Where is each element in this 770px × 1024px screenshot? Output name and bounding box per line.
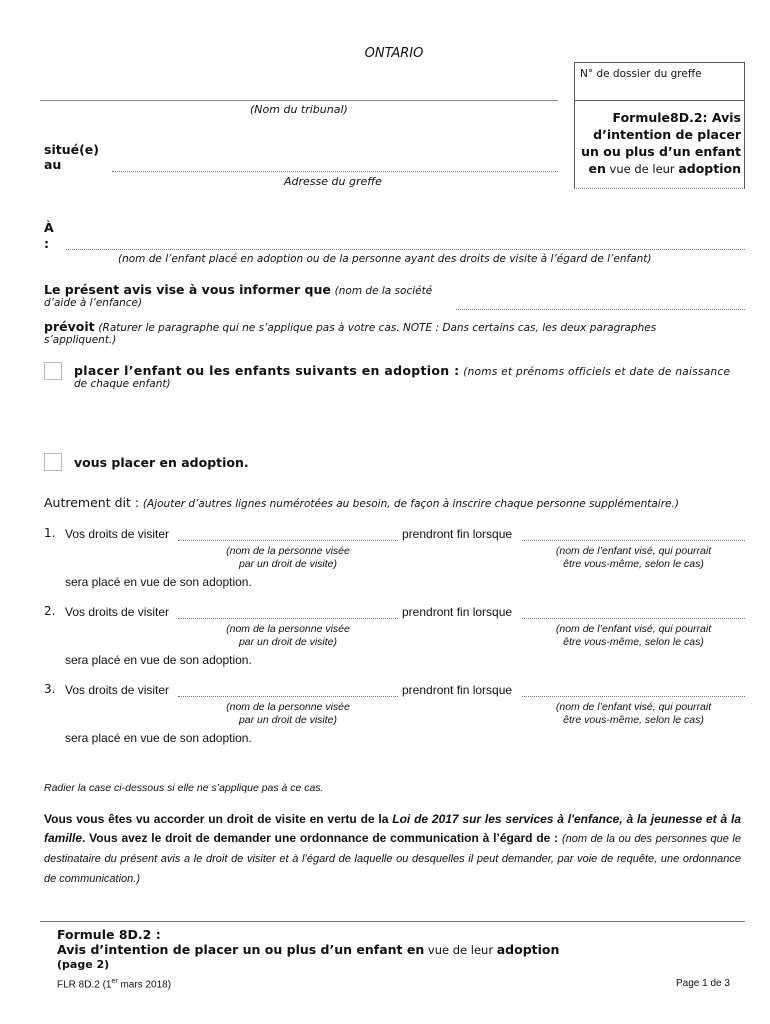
court-address-hint: Adresse du greffe [284,175,382,188]
row-3-text-a: Vos droits de visiter [65,683,170,697]
otherwise-line [44,495,679,510]
row-1-hint-person-2: par un droit de visite) [238,558,338,570]
notice-intro-hint-1: (nom de la société [334,285,433,297]
row-2-hint-person [178,623,398,649]
footer-flr-code [57,978,171,990]
row-2-child-line[interactable] [522,618,745,619]
notice-intro [44,282,432,297]
access-law-name: Loi de 2017 sur les services à l'enfance, à la jeunesse et à la famille [44,812,741,845]
provides-line [44,319,656,334]
row-1-child-line[interactable] [522,540,745,541]
province-heading: ONTARIO [364,46,424,61]
court-name-hint: (Nom du tribunal) [250,103,348,116]
footer-title-bold: Avis d’intention de placer un ou plus d’un enfant en [57,942,425,957]
row-1-hint-person-1: (nom de la personne visée [226,545,350,557]
row-3-hint-child [522,701,745,727]
located-label-2: au [44,157,62,172]
footer-rule [40,921,745,922]
provides-hint-1: (Raturer le paragraphe qui ne s’applique pas à votre cas. NOTE : Dans certains cas, les deux paragraphes [98,322,657,334]
row-3-number: 3. [44,682,56,696]
to-label-2: : [44,236,49,251]
form-title-line4-prefix: en [588,161,606,176]
footer-flr-prefix: FLR 8D.2 (1 [57,979,112,991]
row-2-hint-person-1: (nom de la personne visée [226,623,350,635]
strike-note: Radier la case ci-dessous si elle ne s’applique pas à ce cas. [44,782,324,794]
otherwise-hint: (Ajouter d’autres lignes numérotées au besoin, de façon à inscrire chaque personne supplémentaire.) [142,498,679,510]
row-2-text-b: prendront fin lorsque [402,605,513,619]
row-2-text-a: Vos droits de visiter [65,605,170,619]
row-2-text-c: sera placé en vue de son adoption. [65,653,252,667]
option-place-children-hint-1: (noms et prénoms officiels et date de naissance [463,366,731,378]
court-name-line[interactable] [40,100,558,101]
access-text-bold-1: Vous vous êtes vu accorder un droit de visite en vertu de la [44,812,393,826]
option-place-you-label: vous placer en adoption. [74,455,249,470]
row-3-hint-person-1: (nom de la personne visée [226,701,350,713]
footer-title-end: adoption [496,942,560,957]
form-title-line2: d’intention de placer [593,127,741,142]
row-3-text-b: prendront fin lorsque [402,683,513,697]
provides-hint-2: s’appliquent.) [44,334,117,346]
form-title-line4-end: adoption [678,161,741,176]
notice-intro-hint-2: d’aide à l’enfance) [44,297,143,309]
option-place-children-label: placer l’enfant ou les enfants suivants en adoption : [74,363,460,378]
row-2-person-line[interactable] [178,618,398,619]
footer-flr-suffix: mars 2018) [117,979,172,991]
file-number-label: N° de dossier du greffe [580,68,702,80]
society-name-line[interactable] [456,309,745,310]
row-1-text-c: sera placé en vue de son adoption. [65,575,252,589]
row-3-hint-person-2: par un droit de visite) [238,714,338,726]
otherwise-label: Autrement dit : [44,495,140,510]
footer-form-line: Formule 8D.2 : [57,927,161,942]
row-3-hint-child-2: être vous-même, selon le cas) [563,714,704,726]
row-3-person-line[interactable] [178,696,398,697]
option-place-children-hint-2: de chaque enfant) [74,378,171,390]
notice-intro-bold: Le présent avis vise à vous informer que [44,282,331,297]
row-3-text-c: sera placé en vue de son adoption. [65,731,252,745]
row-1-text-a: Vos droits de visiter [65,527,170,541]
access-paragraph [44,810,741,889]
row-1-person-line[interactable] [178,540,398,541]
row-3-hint-child-1: (nom de l’enfant visé, qui pourrait [555,701,712,713]
row-3-child-line[interactable] [522,696,745,697]
footer-title-normal: vue de leur [424,943,497,957]
file-number-box[interactable] [574,62,745,100]
option-place-children [74,363,744,380]
form-title-line3: un ou plus d’un enfant [581,144,741,159]
form-title-box [574,100,745,189]
row-1-text-b: prendront fin lorsque [402,527,513,541]
to-label-1: À [44,220,54,235]
footer-title [57,942,559,957]
row-1-hint-child-2: être vous-même, selon le cas) [563,558,704,570]
recipient-hint: (nom de l’enfant placé en adoption ou de la personne ayant des droits de visite à l’égard de l’enfant) [118,253,652,265]
form-title-line4-normal: vue de leur [605,162,679,176]
row-2-hint-person-2: par un droit de visite) [238,636,338,648]
form-title-box-bottom [574,188,745,189]
row-1-hint-person [178,545,398,571]
form-title-line1: Formule8D.2: Avis [612,110,741,125]
option-place-children-checkbox[interactable] [44,362,62,380]
row-2-hint-child-2: être vous-même, selon le cas) [563,636,704,648]
row-2-hint-child [522,623,745,649]
footer-flr-sup: er [111,978,118,985]
option-place-you-checkbox[interactable] [44,453,62,471]
row-1-hint-child-1: (nom de l’enfant visé, qui pourrait [555,545,712,557]
provides-bold: prévoit [44,319,95,334]
recipient-name-line[interactable] [66,249,745,250]
row-2-number: 2. [44,604,56,618]
access-hint: (nom de la ou des personnes que le destinataire du présent avis a le droit de visiter et à l’égard de laquelle ou desquelles il peut demander, par voie de requête, une ordonnance de communication.) [44,833,741,885]
located-label-1: situé(e) [44,142,99,157]
row-2-hint-child-1: (nom de l’enfant visé, qui pourrait [555,623,712,635]
access-text-bold-2: . Vous avez le droit de demander une ordonnance de communication à l’égard de : [82,831,563,845]
row-1-hint-child [522,545,745,571]
row-3-hint-person [178,701,398,727]
court-address-line[interactable] [112,171,558,172]
footer-page-note: (page 2) [57,958,110,971]
row-1-number: 1. [44,526,56,540]
footer-page-indicator: Page 1 de 3 [676,978,730,989]
